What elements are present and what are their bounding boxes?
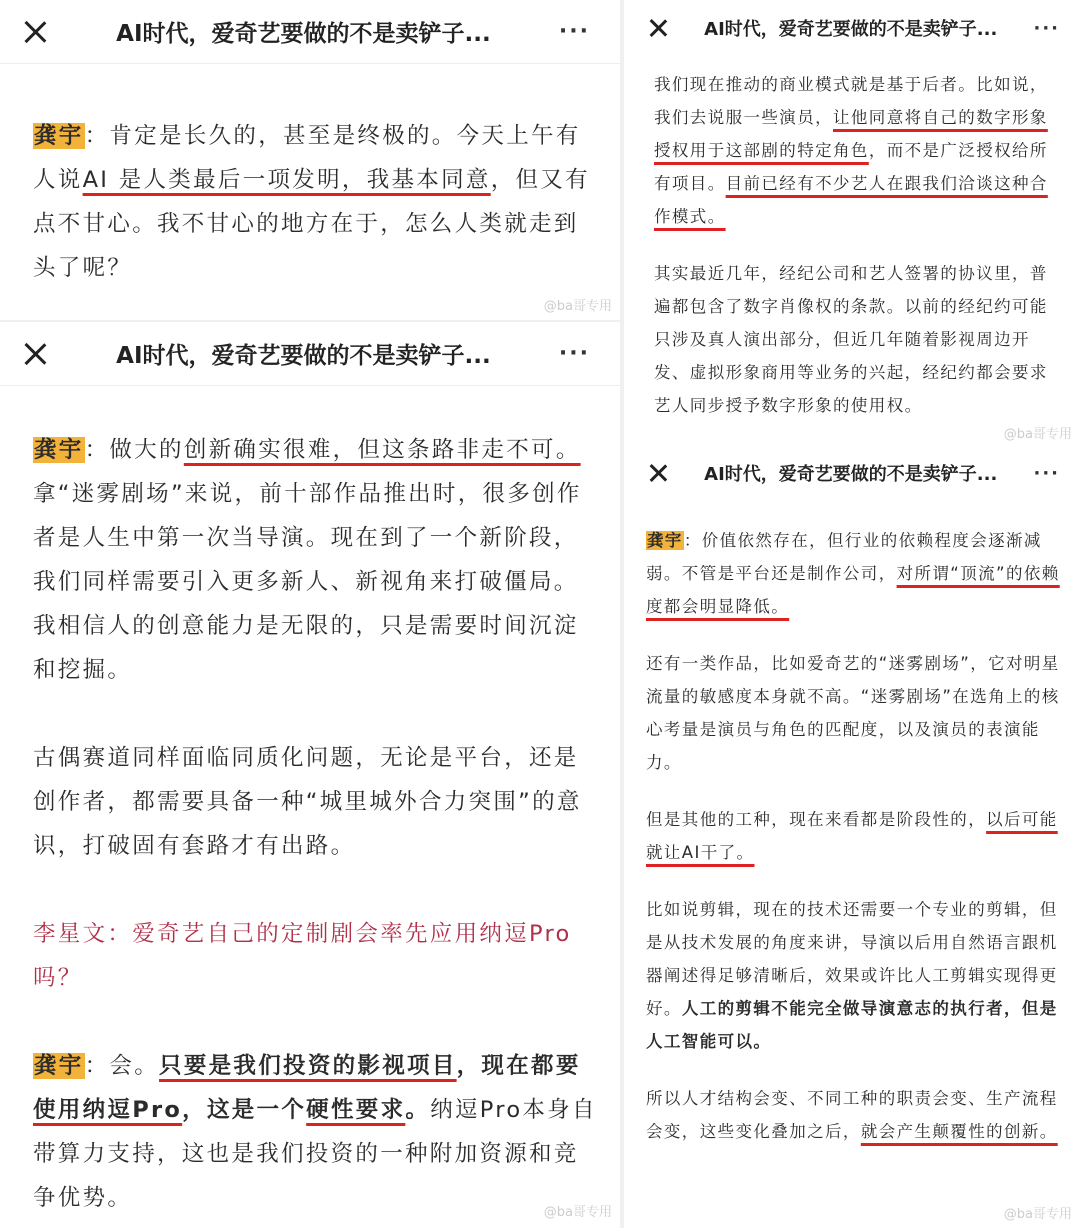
- article-body: [624, 56, 1080, 422]
- paragraph: [646, 1082, 1064, 1148]
- speaker-name: 龚宇: [34, 123, 84, 149]
- article-title: AI时代，爱奇艺要做的不是卖铲子...: [116, 21, 491, 47]
- article-panel-right-bottom: [624, 448, 1080, 1228]
- text-segment: 比如说剪辑，现在的技术还需要一个专业的剪辑，但是从技术发展的角度来讲，导演以后用自然语言跟机器阐述得足够清晰后，效果或许比人工剪辑实现得更好。: [646, 900, 1058, 1018]
- underlined-text: 创新确实很难，但这条路非走不可。: [183, 437, 581, 463]
- underlined-text: AI 是人类最后一项发明，我基本同意: [82, 167, 491, 193]
- text-segment: ，但又有点不甘心。我不甘心的地方在于，怎么人类就走到头了呢？: [33, 167, 590, 281]
- interviewer-question: 李星文：爱奇艺自己的定制剧会率先应用纳逗Pro吗？: [33, 921, 572, 991]
- more-options-icon[interactable]: ···: [558, 341, 590, 366]
- underlined-text: 以后可能就让AI干了。: [646, 810, 1058, 862]
- text-segment: ：会。: [84, 1053, 160, 1079]
- watermark: @ba哥专用: [543, 1205, 612, 1220]
- underlined-text: 就会产生颠覆性的创新。: [860, 1122, 1058, 1141]
- watermark: @ba哥专用: [543, 299, 612, 314]
- article-panel-left-bottom: [0, 322, 620, 1228]
- text-segment: 但是其他的工种，现在来看都是阶段性的，: [646, 810, 987, 829]
- underlined-text: 对所谓“顶流”的依赖度都会明显降低。: [646, 564, 1060, 616]
- text-segment: 人工的剪辑不能完全做导演意志的执行者，但是人工智能可以。: [646, 999, 1058, 1051]
- article-header: [0, 0, 620, 64]
- paragraph: [33, 736, 598, 868]
- text-segment: ，而不是广泛授权给所有项目。: [654, 141, 1048, 193]
- close-icon[interactable]: [646, 462, 668, 484]
- underlined-text: 使用纳逗Pro: [33, 1097, 183, 1123]
- text-segment: 所以人才结构会变、不同工种的职责会变、生产流程会变，这些变化叠加之后，: [646, 1089, 1058, 1141]
- article-header: [624, 448, 1080, 498]
- underlined-text: 让他同意将自己的数字形象授权用于这部剧的特定角色: [654, 108, 1048, 160]
- text-segment: 我们现在推动的商业模式就是基于后者。比如说，我们去说服一些演员，: [654, 75, 1048, 127]
- paragraph: [33, 1044, 598, 1220]
- article-panel-left-top: [0, 0, 620, 320]
- text-segment: 古偶赛道同样面临同质化问题，无论是平台，还是创作者，都需要具备一种“城里城外合力突围”的意识，打破固有套路才有出路。: [33, 745, 582, 859]
- divider: [620, 0, 624, 1228]
- speaker-name: 龚宇: [34, 437, 84, 463]
- text-segment: ，这是一个: [182, 1097, 307, 1123]
- text-segment: ：价值依然存在，但行业的依赖程度会逐渐减弱。不管是平台还是制作公司，: [646, 531, 1042, 583]
- paragraph: [654, 68, 1064, 233]
- article-title: AI时代，爱奇艺要做的不是卖铲子...: [704, 464, 998, 485]
- paragraph: [33, 428, 598, 692]
- paragraph: [654, 257, 1064, 422]
- paragraph: [33, 912, 598, 1000]
- underlined-text: 目前已经有不少艺人在跟我们洽谈这种合作模式。: [654, 174, 1048, 226]
- text-segment: ：做大的: [84, 437, 184, 463]
- speaker-name: 龚宇: [647, 531, 683, 550]
- text-segment: ：肯定是长久的，甚至是终极的。今天上午有人说: [33, 123, 581, 193]
- paragraph: [33, 114, 598, 290]
- text-segment: 拿“迷雾剧场”来说，前十部作品推出时，很多创作者是人生中第一次当导演。现在到了一个新阶段，我们同样需要引入更多新人、新视角来打破僵局。我相信人的创意能力是无限的，只是需要时间沉淀和挖掘。: [33, 481, 582, 683]
- watermark: @ba哥专用: [1003, 427, 1072, 442]
- more-options-icon[interactable]: ···: [558, 19, 590, 44]
- paragraph: [646, 524, 1064, 623]
- text-segment: ，现在都要: [456, 1053, 581, 1079]
- watermark: @ba哥专用: [1003, 1207, 1072, 1222]
- article-title: AI时代，爱奇艺要做的不是卖铲子...: [704, 19, 998, 40]
- underlined-text: 只要是我们投资的影视项目: [159, 1053, 457, 1079]
- close-icon[interactable]: [20, 340, 48, 368]
- article-header: [0, 322, 620, 386]
- close-icon[interactable]: [20, 18, 48, 46]
- text-segment: 。: [405, 1097, 431, 1123]
- article-header: [624, 0, 1080, 56]
- speaker-name: 龚宇: [34, 1053, 84, 1079]
- divider: [0, 320, 620, 322]
- article-body: [0, 64, 620, 290]
- article-title: AI时代，爱奇艺要做的不是卖铲子...: [116, 343, 491, 369]
- article-body: [624, 498, 1080, 1148]
- underlined-text: 硬性要求: [306, 1097, 406, 1123]
- article-body: [0, 386, 620, 1220]
- paragraph: [646, 803, 1064, 869]
- paragraph: [646, 647, 1064, 779]
- more-options-icon[interactable]: ···: [1033, 462, 1060, 484]
- text-segment: 其实最近几年，经纪公司和艺人签署的协议里，普遍都包含了数字肖像权的条款。以前的经纪约可能只涉及真人演出部分，但近几年随着影视周边开发、虚拟形象商用等业务的兴起，经纪约都会要求艺人同步授予数字形象的使用权。: [654, 264, 1048, 415]
- article-panel-right-top: [624, 0, 1080, 448]
- more-options-icon[interactable]: ···: [1033, 17, 1060, 39]
- close-icon[interactable]: [646, 17, 668, 39]
- paragraph: [646, 893, 1064, 1058]
- text-segment: 还有一类作品，比如爱奇艺的“迷雾剧场”，它对明星流量的敏感度本身就不高。“迷雾剧场”在选角上的核心考量是演员与角色的匹配度，以及演员的表演能力。: [646, 654, 1060, 772]
- text-segment: 纳逗Pro本身自带算力支持，这也是我们投资的一种附加资源和竞争优势。: [33, 1097, 597, 1211]
